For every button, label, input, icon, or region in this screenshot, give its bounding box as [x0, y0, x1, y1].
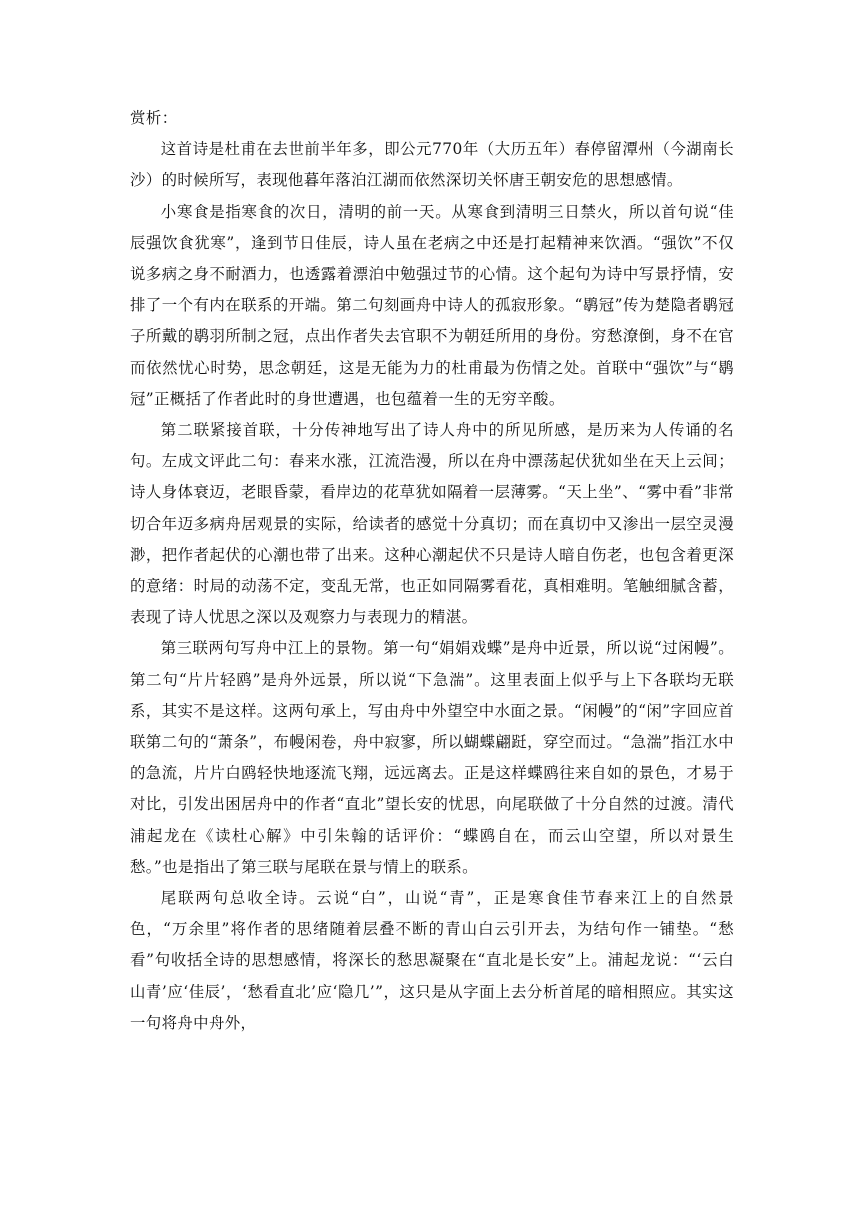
section-heading: 赏析： — [130, 109, 178, 127]
paragraph-1: 这首诗是杜甫在去世前半年多，即公元770年（大历五年）春停留潭州（今湖南长沙）的时候所写，表现他暮年落泊江湖而依然深切关怀唐王朝安危的思想感情。 — [130, 140, 734, 190]
paragraph-4: 第三联两句写舟中江上的景物。第一句“娟娟戏蝶”是舟中近景，所以说“过闲幔”。第二句“片片轻鸥”是舟外远景，所以说“下急湍”。这里表面上似乎与上下各联均无联系，其实不是这样。这两句承上，写由舟中外望空中水面之景。“闲幔”的“闲”字回应首联第二句的“萧条”，布幔闲卷，舟中寂寥，所以蝴蝶翩跹，穿空而过。“急湍”指江水中的急流，片片白鸥轻快地逐流飞翔，远远离去。正是这样蝶鸥往来自如的景色，才易于对比，引发出困居舟中的作者“直北”望长安的忧思，向尾联做了十分自然的过渡。清代浦起龙在《读杜心解》中引朱翰的话评价：“蝶鸥自在，而云山空望，所以对景生愁。”也是指出了第三联与尾联在景与情上的联系。 — [130, 639, 734, 876]
paragraph-3: 第二联紧接首联，十分传神地写出了诗人舟中的所见所感，是历来为人传诵的名句。左成文评此二句：春来水涨，江流浩漫，所以在舟中漂荡起伏犹如坐在天上云间；诗人身体衰迈，老眼昏蒙，看岸边的花草犹如隔着一层薄雾。“天上坐”、“雾中看”非常切合年迈多病舟居观景的实际，给读者的感觉十分真切；而在真切中又渗出一层空灵漫渺，把作者起伏的心潮也带了出来。这种心潮起伏不只是诗人暗自伤老，也包含着更深的意绪：时局的动荡不定，变乱无常，也正如同隔雾看花，真相难明。笔触细腻含蓄，表现了诗人忧思之深以及观察力与表现力的精湛。 — [130, 421, 734, 627]
document-page — [130, 103, 734, 1039]
paragraph-2: 小寒食是指寒食的次日，清明的前一天。从寒食到清明三日禁火，所以首句说“佳辰强饮食犹寒”，逢到节日佳辰，诗人虽在老病之中还是打起精神来饮酒。“强饮”不仅说多病之身不耐酒力，也透露着漂泊中勉强过节的心情。这个起句为诗中写景抒情，安排了一个有内在联系的开端。第二句刻画舟中诗人的孤寂形象。“鹖冠”传为楚隐者鹖冠子所戴的鹖羽所制之冠，点出作者失去官职不为朝廷所用的身份。穷愁潦倒，身不在官而依然忧心时势，思念朝廷，这是无能为力的杜甫最为伤情之处。首联中“强饮”与“鹖冠”正概括了作者此时的身世遭遇，也包蕴着一生的无穷辛酸。 — [130, 202, 734, 408]
paragraph-5: 尾联两句总收全诗。云说“白”，山说“青”，正是寒食佳节春来江上的自然景色，“万余里”将作者的思绪随着层叠不断的青山白云引开去，为结句作一铺垫。“愁看”句收括全诗的思想感情，将深长的愁思凝聚在“直北是长安”上。浦起龙说：“‘云白山青’应‘佳辰’，‘愁看直北’应‘隐几’”，这只是从字面上去分析首尾的暗相照应。其实这一句将舟中舟外， — [130, 889, 734, 1032]
